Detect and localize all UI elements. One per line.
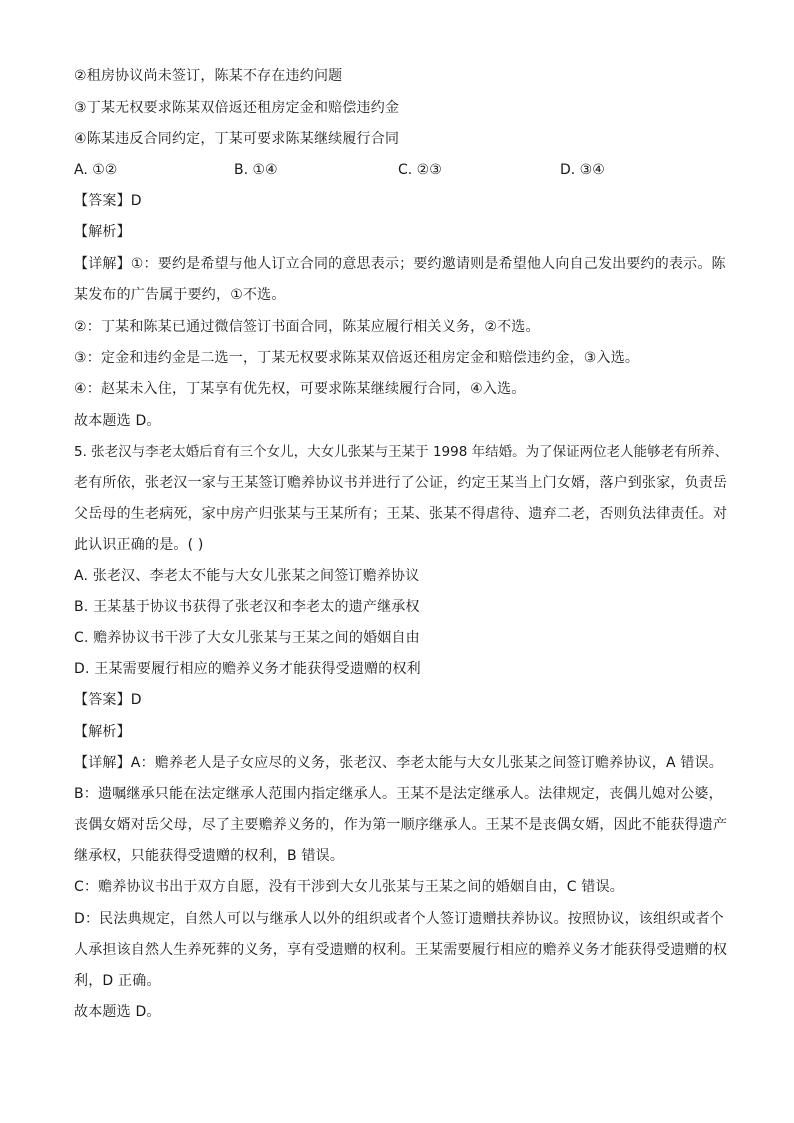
q5-detail-line: 人承担该自然人生养死葬的义务，享有受遗赠的权利。王某需要履行相应的赡养义务才能获得受遗赠的权 (74, 942, 728, 958)
q4-analysis-label: 【解析】 (74, 224, 131, 240)
q4-option-d: D. ③④ (560, 162, 605, 178)
q5-analysis-label: 【解析】 (74, 724, 131, 740)
q5-stem-line: 5. 张老汉与李老太婚后育有三个女儿，大女儿张某与王某于 1998 年结婚。为了保证两位老人能够老有所养、 (74, 444, 729, 460)
q5-stem-line: 父岳母的生老病死，家中房产归张某与王某所有；王某、张某不得虐待、遗弃二老，否则负法律责任。对 (74, 506, 728, 522)
q4-option-c: C. ②③ (398, 162, 442, 178)
q5-detail-line: 【详解】A：赡养老人是子女应尽的义务，张老汉、李老太能与大女儿张某之间签订赡养协议，A 错误。 (74, 755, 724, 771)
q5-detail-line: 丧偶女婿对岳父母，尽了主要赡养义务的，作为第一顺序继承人。王某不是丧偶女婿，因此不能获得遗产 (74, 817, 728, 833)
q4-option-a: A. ①② (74, 162, 118, 178)
q5-conclusion: 故本题选 D。 (74, 1004, 161, 1020)
q4-detail-line: ④：赵某未入住，丁某享有优先权，可要求陈某继续履行合同，④入选。 (74, 381, 526, 397)
q5-option-b: B. 王某基于协议书获得了张老汉和李老太的遗产继承权 (74, 599, 420, 615)
q5-detail-line: 继承权，只能获得受遗赠的权利，B 错误。 (74, 848, 345, 864)
q5-option-c: C. 赡养协议书干涉了大女儿张某与王某之间的婚姻自由 (74, 630, 420, 646)
q4-options (74, 160, 734, 180)
q4-detail-line: 某发布的广告属于要约，①不选。 (74, 287, 286, 303)
q5-stem-line: 此认识正确的是。( ) (74, 537, 204, 553)
q5-option-a: A. 张老汉、李老太不能与大女儿张某之间签订赡养协议 (74, 568, 420, 584)
q5-detail-line: D：民法典规定，自然人可以与继承人以外的组织或者个人签订遗赠扶养协议。按照协议，该组织或者个 (74, 911, 724, 927)
q4-detail-line: 【详解】①：要约是希望与他人订立合同的意思表示；要约邀请则是希望他人向自己发出要约的表示。陈 (74, 256, 726, 272)
q4-statement-2: ②租房协议尚未签订，陈某不存在违约问题 (74, 68, 343, 84)
q5-detail-line: 利，D 正确。 (74, 973, 161, 989)
q5-detail-line: C：赡养协议书出于双方自愿，没有干涉到大女儿张某与王某之间的婚姻自由，C 错误。 (74, 879, 624, 895)
q4-answer: 【答案】D (74, 193, 142, 209)
q5-answer: 【答案】D (74, 692, 142, 708)
q4-option-b: B. ①④ (234, 162, 278, 178)
q4-detail-line: ②：丁某和陈某已通过微信签订书面合同，陈某应履行相关义务，②不选。 (74, 319, 540, 335)
q5-stem-line: 老有所依，张老汉一家与王某签订赡养协议书并进行了公证，约定王某当上门女婿，落户到张家，负责岳 (74, 475, 728, 491)
q4-detail-line: ③：定金和违约金是二选一，丁某无权要求陈某双倍返还租房定金和赔偿违约金，③入选。 (74, 350, 640, 366)
q4-conclusion: 故本题选 D。 (74, 413, 161, 429)
q5-option-d: D. 王某需要履行相应的赡养义务才能获得受遗赠的权利 (74, 661, 421, 677)
q4-statement-3: ③丁某无权要求陈某双倍返还租房定金和赔偿违约金 (74, 100, 400, 116)
q4-statement-4: ④陈某违反合同约定，丁某可要求陈某继续履行合同 (74, 131, 400, 147)
q5-detail-line: B：遗嘱继承只能在法定继承人范围内指定继承人。王某不是法定继承人。法律规定，丧偶儿媳对公婆， (74, 786, 723, 802)
